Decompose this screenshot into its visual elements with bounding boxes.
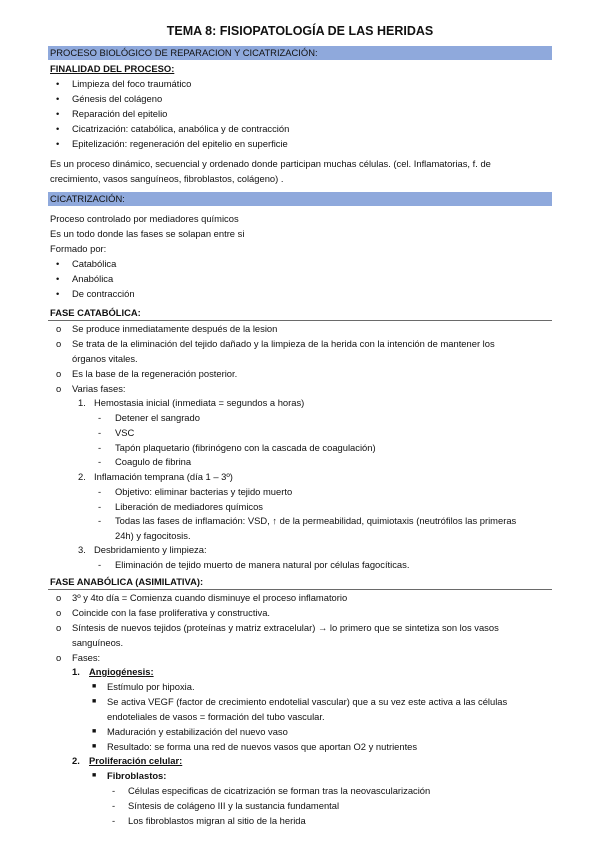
list-item: Coagulo de fibrina [115,456,192,467]
list-item-cont: sanguíneos. [72,637,124,648]
page-title: TEMA 8: FISIOPATOLOGÍA DE LAS HERIDAS [166,24,434,38]
dash-icon: - [112,800,116,811]
list-item: Objetivo: eliminar bacterias y tejido muerto [115,486,293,497]
list-item: De contracción [72,288,135,299]
dash-icon: - [112,785,116,796]
section-bar-proceso: PROCESO BIOLÓGICO DE REPARACION Y CICATRIZACIÓN: [48,46,552,60]
number-marker: 2. [78,471,86,482]
circle-bullet-icon: o [56,338,62,349]
bullet-icon: • [56,288,60,299]
list-item: Limpieza del foco traumático [72,78,192,89]
bullet-icon: • [56,138,60,149]
section-bar-cicatrizacion: CICATRIZACIÓN: [48,192,552,206]
dash-icon: - [112,815,116,826]
list-item: Estímulo por hipoxia. [107,681,195,692]
bullet-icon: • [56,93,60,104]
list-item: Reparación del epitelio [72,108,168,119]
list-item: Se activa VEGF (factor de crecimiento endotelial vascular) que a su vez este activa a las células [107,696,508,707]
bullet-icon: • [56,78,60,89]
number-marker: 1. [78,397,86,408]
list-item: Células especificas de cicatrización se forman tras la neovascularización [128,785,431,796]
numbered-item: Inflamación temprana (día 1 – 3º) [94,471,233,482]
square-bullet-icon: ■ [92,772,97,779]
numbered-item: Angiogénesis: [89,666,154,677]
dash-icon: - [98,501,102,512]
number-marker: 1. [72,666,80,677]
list-item: Eliminación de tejido muerto de manera natural por células fagocíticas. [115,559,410,570]
paragraph: Formado por: [50,243,107,254]
list-item: 3º y 4to día = Comienza cuando disminuye el proceso inflamatorio [72,592,348,603]
square-bullet-icon: ■ [92,683,97,690]
list-item-cont: órganos vitales. [72,353,138,364]
list-item-cont: 24h) y fagocitosis. [115,530,191,541]
dash-icon: - [98,427,102,438]
circle-bullet-icon: o [56,622,62,633]
list-item: Resultado: se forma una red de nuevos vasos que aportan O2 y nutrientes [107,741,418,752]
dash-icon: - [98,412,102,423]
divider [48,589,552,590]
paragraph: crecimiento, vasos sanguíneos, fibroblastos, colágeno) . [50,173,284,184]
bullet-icon: • [56,108,60,119]
list-item: Todas las fases de inflamación: VSD, ↑ de la permeabilidad, quimiotaxis (neutrófilos las primeras [115,515,517,526]
bullet-icon: • [56,273,60,284]
list-item: Epitelización: regeneración del epitelio en superficie [72,138,288,149]
dash-icon: - [98,559,102,570]
list-item: Los fibroblastos migran al sitio de la herida [128,815,306,826]
square-bullet-icon: ■ [92,698,97,705]
list-item: Se trata de la eliminación del tejido dañado y la limpieza de la herida con la intención de mantener los [72,338,495,349]
list-item: Coincide con la fase proliferativa y constructiva. [72,607,271,618]
list-item: Síntesis de colágeno III y la sustancia fundamental [128,800,340,811]
circle-bullet-icon: o [56,652,62,663]
dash-icon: - [98,456,102,467]
list-item: Liberación de mediadores químicos [115,501,263,512]
list-item: Génesis del colágeno [72,93,163,104]
bullet-icon: • [56,123,60,134]
subtitle-finalidad: FINALIDAD DEL PROCESO: [50,63,175,74]
square-bullet-icon: ■ [92,728,97,735]
list-item: Catabólica [72,258,117,269]
list-item: Síntesis de nuevos tejidos (proteínas y matriz extracelular) → lo primero que se sintetiza son los vasos [72,622,499,633]
paragraph: Es un proceso dinámico, secuencial y ordenado donde participan muchas células. (cel. Inflamatorias, f. de [50,158,491,169]
heading-fase-catabolica: FASE CATABÓLICA: [50,307,141,318]
list-item: VSC [115,427,135,438]
list-item: Anabólica [72,273,114,284]
list-item: Se produce inmediatamente después de la lesion [72,323,278,334]
list-item: Detener el sangrado [115,412,200,423]
circle-bullet-icon: o [56,323,62,334]
paragraph: Proceso controlado por mediadores químicos [50,213,239,224]
circle-bullet-icon: o [56,607,62,618]
numbered-item: Proliferación celular: [89,755,183,766]
numbered-item: Hemostasia inicial (inmediata = segundos a horas) [94,397,305,408]
list-item: Maduración y estabilización del nuevo vaso [107,726,288,737]
dash-icon: - [98,515,102,526]
dash-icon: - [98,486,102,497]
divider [48,320,552,321]
heading-fase-anabolica: FASE ANABÓLICA (ASIMILATIVA): [50,576,204,587]
list-item: Es la base de la regeneración posterior. [72,368,238,379]
square-bullet-icon: ■ [92,743,97,750]
circle-bullet-icon: o [56,383,62,394]
number-marker: 3. [78,544,86,555]
list-item: Cicatrización: catabólica, anabólica y de contracción [72,123,290,134]
list-item: Tapón plaquetario (fibrinógeno con la cascada de coagulación) [115,442,376,453]
circle-bullet-icon: o [56,592,62,603]
paragraph: Es un todo donde las fases se solapan entre si [50,228,245,239]
number-marker: 2. [72,755,80,766]
bullet-icon: • [56,258,60,269]
list-item: Fases: [72,652,101,663]
dash-icon: - [98,442,102,453]
list-item-cont: endoteliales de vasos = formación del tubo vascular. [107,711,325,722]
numbered-item: Desbridamiento y limpieza: [94,544,207,555]
list-item: Varias fases: [72,383,126,394]
circle-bullet-icon: o [56,368,62,379]
sub-heading: Fibroblastos: [107,770,167,781]
